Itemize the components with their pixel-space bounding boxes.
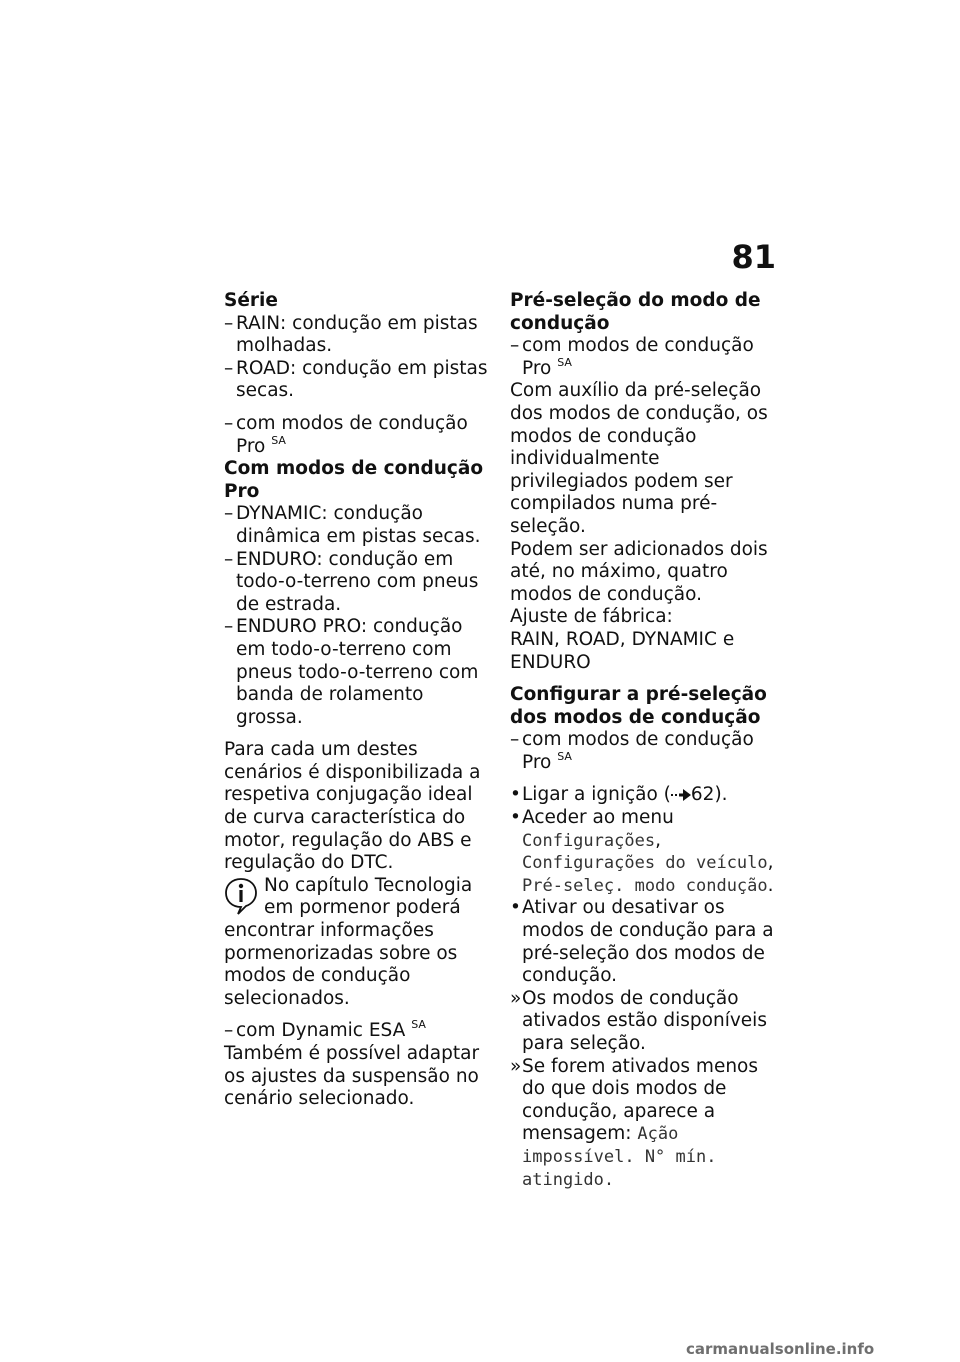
footer-watermark: carmanualsonline.info (686, 1340, 875, 1358)
menu-path: Configurações do veículo (522, 853, 768, 874)
message-text: Ação impossível. N° mín. atingido. (522, 1124, 717, 1190)
result-item: » Os modos de condução ativados estão disponíveis para seleção. (510, 988, 782, 1056)
sa-superscript: SA (557, 749, 572, 763)
paragraph: Com auxílio da pré-seleção dos modos de condução, os modos de condução individualmente privilegiados podem ser compilados numa pré-seleção. (510, 380, 768, 537)
menu-path: Pré-seleç. modo condução (522, 875, 768, 896)
list-item: – ENDURO PRO: condução em todo-o-terreno com pneus todo-o-terreno com banda de rolamento grossa. (224, 616, 494, 729)
factory-label: Ajuste de fábrica: (510, 606, 673, 628)
step-item (510, 784, 782, 807)
list-item: – DYNAMIC: condução dinâmica em pistas secas. (224, 503, 494, 548)
page-number: 81 (731, 238, 776, 276)
sa-superscript: SA (271, 433, 286, 447)
condition-line (510, 335, 782, 380)
serie-heading: Série (224, 290, 278, 311)
condition-text: com modos de condução Pro (522, 335, 754, 379)
separator: , (767, 852, 774, 874)
step-item (510, 807, 782, 897)
sa-superscript: SA (557, 355, 572, 369)
info-note (224, 875, 494, 1011)
condition-line (510, 729, 782, 774)
separator: , (655, 829, 661, 851)
pro-heading: Com modos de condução Pro (224, 458, 484, 502)
list-item: – RAIN: condução em pistas molhadas. (224, 313, 494, 358)
condition-text: com Dynamic ESA (236, 1020, 406, 1042)
info-icon (224, 877, 258, 915)
note-text: No capítulo Tecnologia em pormenor poderá encontrar informações pormenorizadas sobre os modos de condução selecionados. (224, 874, 473, 1009)
list-item: – ENDURO: condução em todo-o-terreno com pneus de estrada. (224, 549, 494, 617)
factory-value: RAIN, ROAD, DYNAMIC e ENDURO (510, 628, 735, 673)
left-column (224, 290, 494, 1111)
sa-superscript: SA (411, 1018, 426, 1032)
condition-text: com modos de condução Pro (522, 729, 754, 773)
result-item (510, 1056, 782, 1192)
paragraph: Podem ser adicionados dois até, no máximo, quatro modos de condução. (510, 538, 768, 605)
section-heading: Pré-seleção do modo de condução (510, 290, 761, 334)
step-item: • Ativar ou desativar os modos de condução para a pré-seleção dos modos de condução. (510, 897, 782, 987)
arrow-right-icon (671, 789, 691, 801)
step-text: Ligar a ignição ( (522, 784, 671, 806)
menu-path: Configurações (522, 830, 656, 851)
condition-text: com modos de condução Pro (236, 412, 468, 457)
page-reference: 62). (690, 784, 728, 806)
paragraph: Também é possível adaptar os ajustes da suspensão no cenário selecionado. (224, 1043, 480, 1110)
paragraph: Para cada um destes cenários é disponibilizada a respetiva conjugação ideal de curva característica do motor, regulação do ABS e regulação do DTC. (224, 739, 481, 874)
list-item: – ROAD: condução em pistas secas. (224, 358, 494, 403)
separator: . (767, 874, 774, 896)
right-column (510, 290, 782, 1191)
condition-line (224, 413, 494, 458)
condition-line (224, 1020, 494, 1043)
result-text: Se forem ativados menos do que dois modos de condução, aparece a mensagem: (522, 1055, 759, 1145)
section-heading: Configurar a pré-seleção dos modos de condução (510, 684, 767, 728)
step-text: Aceder ao menu (522, 807, 674, 829)
